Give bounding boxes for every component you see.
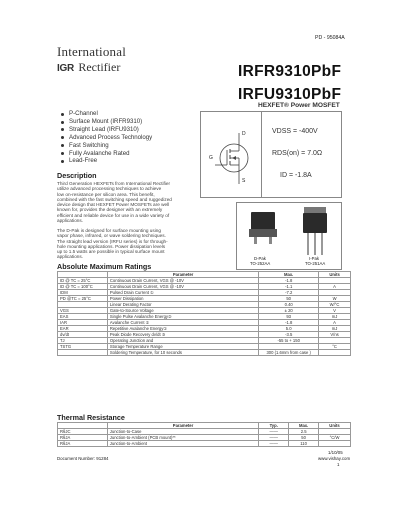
abs-max-cell: 5.0 (259, 326, 319, 332)
page-number: 1 (337, 462, 340, 467)
vdss-value: VDSS = -400V (272, 128, 318, 135)
dpak-package-icon (247, 209, 281, 249)
abs-max-cell: TSTG (58, 344, 108, 350)
abs-max-cell: Single Pulse Avalanche Energy② (107, 314, 258, 320)
abs-max-cell: Operating Junction and (107, 338, 258, 344)
mosfet-symbol-icon (207, 128, 261, 188)
abs-max-cell: mJ (319, 326, 351, 332)
abs-max-cell: -1.8 (259, 320, 319, 326)
thermal-cell: °C/W (319, 435, 351, 441)
abs-max-cell: -1.1 (259, 284, 319, 290)
abs-max-cell: -3.5 (259, 332, 319, 338)
description-para-2: The D-Pak is designed for surface mounting using vapor phase, infrared, or wave soldering techniques. The straight lead version (IRFU series) is for through- hole mounting applications. Power dissipation levels up to 1.5 watts are possible in typical surface mount applications. (57, 228, 168, 260)
abs-max-cell: ID @ TC = 100°C (58, 284, 108, 290)
drain-label: D (242, 131, 246, 137)
abs-max-cell: 50 (259, 296, 319, 302)
feature-item: Surface Mount (IRFR9310) (61, 118, 152, 126)
part-subtitle: HEXFET® Power MOSFET (258, 102, 340, 109)
abs-max-cell: -7.2 (259, 290, 319, 296)
ipak-code: TO-251AA (305, 261, 326, 266)
feature-item: Fast Switching (61, 142, 152, 150)
abs-max-cell: Continuous Drain Current, VGS @ -10V (107, 284, 258, 290)
feature-item: P-Channel (61, 110, 152, 118)
abs-max-cell: V/ns (319, 332, 351, 338)
thermal-cell: Junction-to-Ambient (107, 441, 259, 447)
abs-max-cell: -1.8 (259, 278, 319, 284)
abs-max-cell: Repetitive Avalanche Energy① (107, 326, 258, 332)
pd-number: PD - 95084A (315, 35, 345, 41)
abs-max-table (57, 271, 351, 356)
thermal-row (58, 441, 351, 447)
abs-max-cell: W (319, 296, 351, 302)
abs-max-heading: Absolute Maximum Ratings (57, 262, 152, 271)
abs-max-header: Parameter (107, 272, 258, 278)
abs-max-header: Max. (259, 272, 319, 278)
thermal-cell: 2.5 (289, 429, 319, 435)
thermal-cell: Junction-to-Case (107, 429, 259, 435)
package-box (236, 202, 342, 270)
abs-max-cell: Linear Derating Factor (107, 302, 258, 308)
thermal-cell: Junction-to-Ambient (PCB mount)** (107, 435, 259, 441)
thermal-cell: 110 (289, 441, 319, 447)
rds-value: RDS(on) = 7.0Ω (272, 150, 323, 157)
abs-max-cell: Pulsed Drain Current ① (107, 290, 258, 296)
thermal-cell (319, 441, 351, 447)
thermal-header: Typ. (259, 423, 289, 429)
abs-max-cell: °C (319, 344, 351, 350)
abs-max-cell: mJ (319, 314, 351, 320)
description-heading: Description (57, 171, 97, 180)
feature-item: Advanced Process Technology (61, 134, 152, 142)
abs-max-cell: TJ (58, 338, 108, 344)
thermal-cell: 50 (289, 435, 319, 441)
thermal-cell: RθJA (58, 435, 108, 441)
abs-max-cell: dv/dt (58, 332, 108, 338)
footer-doc-number: Document Number: 91284 (57, 456, 109, 461)
feature-item: Straight Lead (IRFU9310) (61, 126, 152, 134)
thermal-heading: Thermal Resistance (57, 413, 125, 422)
abs-max-cell: EAS (58, 314, 108, 320)
logo-line1: International (57, 44, 127, 59)
abs-max-cell: VGS (58, 308, 108, 314)
feature-item: Fully Avalanche Rated (61, 150, 152, 158)
part-number-2: IRFU9310PbF (238, 86, 342, 103)
abs-max-cell: PD @TC = 25°C (58, 296, 108, 302)
thermal-header: Max. (289, 423, 319, 429)
logo-line2: Rectifier (78, 60, 121, 74)
abs-max-cell (319, 350, 351, 356)
description-para-1: Third Generation HEXFETs from International Rectifier utilize advanced processing techniques to achieve low on-resistance per silicon area. This benefit, combined with the fast switching speed and ruggedized device design that HEXFET Power MOSFETs are well known for, provides the designer with an extremely efficient and reliable device for use in a wide variety of applications. (57, 181, 172, 223)
company-logo (57, 58, 120, 76)
features-list (61, 110, 152, 165)
thermal-cell: —— (259, 441, 289, 447)
thermal-cell: —— (259, 435, 289, 441)
abs-max-cell: Avalanche Current ① (107, 320, 258, 326)
abs-max-cell: V (319, 308, 351, 314)
ipak-label: I-Pak (309, 256, 320, 261)
spec-values (261, 112, 342, 198)
abs-max-cell: Gate-to-Source Voltage (107, 308, 258, 314)
part-number-1: IRFR9310PbF (238, 63, 342, 80)
logo-brand: IGR (57, 63, 74, 74)
abs-max-cell (58, 350, 108, 356)
abs-max-cell: W/°C (319, 302, 351, 308)
abs-max-cell: 300 (1.6mm from case ) (259, 350, 319, 356)
dpak-label: D-Pak (254, 256, 266, 261)
id-value: ID = -1.8A (280, 172, 312, 179)
abs-max-cell: ID @ TC = 25°C (58, 278, 108, 284)
abs-max-cell: ± 20 (259, 308, 319, 314)
thermal-table (57, 422, 351, 447)
gate-label: G (209, 155, 213, 161)
thermal-header: Units (319, 423, 351, 429)
footer-date: 1/10/05 (328, 450, 343, 455)
abs-max-cell: 93 (259, 314, 319, 320)
abs-max-cell: Continuous Drain Current, VGS @ -10V (107, 278, 258, 284)
abs-max-cell: IAR (58, 320, 108, 326)
abs-max-row (58, 350, 351, 356)
abs-max-cell: 0.40 (259, 302, 319, 308)
thermal-cell: —— (259, 429, 289, 435)
abs-max-cell: Power Dissipation (107, 296, 258, 302)
thermal-cell: RθJC (58, 429, 108, 435)
thermal-header: Parameter (107, 423, 259, 429)
abs-max-cell: EAR (58, 326, 108, 332)
abs-max-cell: -55 to + 150 (259, 338, 319, 344)
abs-max-cell: Soldering Temperature, for 10 seconds (107, 350, 258, 356)
footer-website: www.vishay.com (318, 456, 351, 461)
abs-max-cell: Peak Diode Recovery dv/dt ③ (107, 332, 258, 338)
thermal-cell: RθJA (58, 441, 108, 447)
abs-max-cell: IDM (58, 290, 108, 296)
ipak-package-icon (299, 205, 333, 257)
abs-max-cell: A (319, 284, 351, 290)
feature-item: Lead-Free (61, 157, 152, 165)
abs-max-cell: A (319, 320, 351, 326)
dpak-code: TO-252AA (250, 261, 271, 266)
abs-max-header: Units (319, 272, 351, 278)
source-label: S (242, 178, 246, 184)
abs-max-cell: Storage Temperature Range (107, 344, 258, 350)
